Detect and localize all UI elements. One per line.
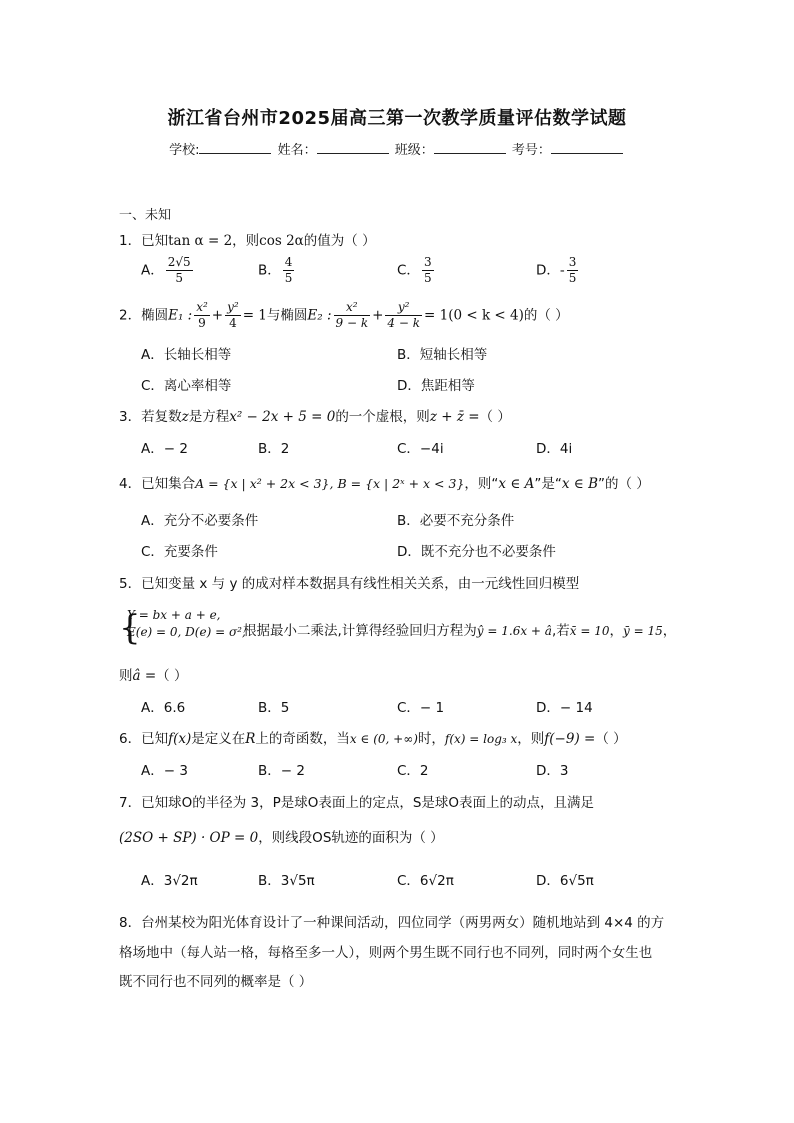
question-text: ，: [662, 623, 677, 639]
question-4-option-b[interactable]: B．必要不充分条件: [397, 513, 515, 529]
math-expression: E₂ :: [307, 307, 332, 324]
question-1-option-a[interactable]: [141, 255, 195, 286]
question-text: 的值为（ ）: [303, 233, 376, 249]
question-8-stem: [119, 911, 664, 931]
question-text: 已知集合: [141, 476, 196, 492]
question-number: 2．: [119, 307, 142, 324]
question-5-option-c[interactable]: C．− 1: [397, 700, 445, 716]
question-text: ，则“: [464, 476, 499, 492]
fraction-denominator: 5: [284, 271, 293, 285]
question-number: 3．: [119, 409, 142, 425]
question-text: 的一个虚根，则: [335, 409, 430, 425]
question-5-line-2: [243, 619, 676, 639]
math-expression: = 1: [242, 307, 267, 324]
question-text: ，则线段OS轨迹的面积为（ ）: [258, 830, 444, 846]
class-label: 班级：: [394, 143, 434, 158]
option-label: D．: [536, 262, 560, 279]
math-expression: cos 2α: [259, 233, 304, 249]
fraction-denominator: 5: [568, 271, 577, 285]
question-3-option-c[interactable]: C．−4i: [397, 441, 444, 457]
question-text: ”的（ ）: [598, 476, 650, 492]
question-8-line-2: 格场地中（每人站一格，每格至多一人），则两个男生既不同行也不同列，同时两个女生也: [119, 945, 653, 961]
question-8-line-3: 既不同行也不同列的概率是（ ）: [119, 974, 313, 990]
question-text: 已知变量 x 与 y 的成对样本数据具有线性相关关系，由一元线性回归模型: [141, 576, 580, 592]
question-text: 则: [119, 668, 133, 684]
question-2-stem: [119, 300, 569, 331]
section-heading: 一、未知: [119, 208, 172, 223]
question-text: （ ）: [156, 668, 188, 684]
question-text: 已知: [141, 731, 169, 747]
question-6-option-c[interactable]: C．2: [397, 763, 429, 779]
fraction-denominator: 5: [423, 271, 432, 285]
fraction-numerator: x²: [196, 300, 208, 314]
question-text: 是定义在: [191, 731, 246, 747]
question-7-option-a[interactable]: A．3√2π: [141, 873, 198, 889]
question-1-stem: [119, 229, 376, 249]
question-7-option-b[interactable]: B．3√5π: [258, 873, 315, 889]
question-4-stem: [119, 472, 650, 492]
math-expression: tan α = 2: [168, 233, 233, 249]
exam-title: 浙江省台州市2025届高三第一次教学质量评估数学试题: [167, 108, 627, 129]
question-6-option-a[interactable]: A．− 3: [141, 763, 188, 779]
math-expression: R: [245, 731, 256, 747]
exam-no-label: 考号：: [511, 143, 551, 158]
question-3-stem: [119, 405, 511, 425]
question-text: 是方程: [188, 409, 230, 425]
math-expression: f(x) = log₃ x: [444, 732, 518, 746]
question-3-option-b[interactable]: B．2: [258, 441, 290, 457]
math-expression: ȳ = 15: [622, 624, 663, 638]
math-expression: E₁ :: [168, 307, 193, 324]
fraction: [567, 255, 579, 286]
question-6-stem: [119, 727, 627, 747]
math-expression: â =: [132, 668, 157, 684]
math-expression: A = {x | x² + 2x < 3}, B = {x | 2ˣ + x < 3}: [195, 476, 465, 491]
question-7-stem: [119, 791, 594, 811]
fraction-numerator: 3: [423, 255, 432, 269]
brace-symbol: {: [119, 608, 141, 648]
name-blank[interactable]: [317, 141, 389, 154]
math-expression: x ∈ A: [498, 476, 535, 492]
question-7-option-c[interactable]: C．6√2π: [397, 873, 454, 889]
fraction-denominator: 9 − k: [335, 316, 369, 330]
question-number: 1．: [119, 233, 142, 249]
question-text: 的（ ）: [523, 307, 569, 324]
question-text: 上的奇函数，当: [255, 731, 350, 747]
question-text: ,若: [551, 623, 570, 639]
question-text: ”是“: [534, 476, 562, 492]
math-expression: f(x): [168, 731, 192, 747]
question-3-option-a[interactable]: A．− 2: [141, 441, 188, 457]
fraction: [166, 255, 193, 286]
option-label: A．: [141, 262, 164, 279]
question-number: 7．: [119, 795, 142, 811]
question-7-line-2: [119, 826, 444, 846]
exam-no-blank[interactable]: [551, 141, 623, 154]
fraction-numerator: y²: [227, 300, 239, 314]
question-text: ，则: [232, 233, 260, 249]
math-expression: Y = bx + a + e,: [127, 608, 221, 622]
fraction-denominator: 5: [175, 271, 184, 285]
question-2-option-d[interactable]: D．焦距相等: [397, 378, 475, 394]
question-text: 若复数: [141, 409, 182, 425]
fraction-numerator: 2√5: [167, 255, 191, 269]
question-text: 椭圆: [141, 307, 169, 324]
question-number: 4．: [119, 476, 142, 492]
question-text: 已知球O的半径为 3，P是球O表面上的定点，S是球O表面上的动点，且满足: [141, 795, 595, 811]
question-number: 5．: [119, 576, 142, 592]
question-5-line-3: [119, 664, 187, 684]
math-expression: f(−9) =: [544, 731, 596, 747]
question-2-option-b[interactable]: B．短轴长相等: [397, 347, 488, 363]
fraction-numerator: 3: [568, 255, 577, 269]
school-label: 学校:: [169, 143, 200, 158]
math-expression: x ∈ B: [561, 476, 598, 492]
fraction-denominator: 4 − k: [387, 316, 420, 330]
question-text: 时，: [417, 731, 445, 747]
question-4-option-d[interactable]: D．既不充分也不必要条件: [397, 544, 556, 560]
question-5-option-b[interactable]: B．5: [258, 700, 290, 716]
question-4-option-a[interactable]: A．充分不必要条件: [141, 513, 259, 529]
fraction-denominator: 9: [198, 316, 206, 330]
question-4-option-c[interactable]: C．充要条件: [141, 544, 218, 560]
question-2-option-a[interactable]: A．长轴长相等: [141, 347, 232, 363]
fraction-numerator: 4: [284, 255, 293, 269]
minus-sign: -: [559, 262, 565, 279]
question-1-option-c[interactable]: [397, 255, 436, 286]
student-info-line: [0, 139, 794, 158]
vector-expression: (2SO + SP) · OP = 0: [119, 830, 259, 846]
question-text: 台州某校为阳光体育设计了一种课间活动，四位同学（两男两女）随机地站到 4×4 的方: [141, 915, 665, 931]
question-text: ，: [609, 623, 623, 639]
question-6-option-d[interactable]: D．3: [536, 763, 569, 779]
question-text: ，则: [517, 731, 545, 747]
question-number: 8．: [119, 915, 142, 931]
name-label: 姓名：: [277, 143, 317, 158]
math-expression: z + z̄ =: [429, 409, 480, 425]
fraction-numerator: x²: [334, 300, 371, 316]
fraction: [225, 300, 241, 331]
fraction-numerator: y²: [385, 300, 422, 316]
question-text: （ ）: [479, 409, 511, 425]
math-expression: x² − 2x + 5 = 0: [229, 409, 336, 425]
fraction: [283, 255, 295, 286]
plus-sign: +: [211, 307, 224, 324]
math-expression: z: [181, 409, 189, 425]
question-6-option-b[interactable]: B．− 2: [258, 763, 305, 779]
question-text: 已知: [141, 233, 169, 249]
fraction: [194, 300, 210, 331]
question-7-option-d[interactable]: D．6√5π: [536, 873, 594, 889]
option-label: B．: [258, 262, 281, 279]
fraction: [334, 300, 371, 331]
fraction: [422, 255, 434, 286]
fraction-denominator: 4: [229, 316, 237, 330]
school-blank[interactable]: [199, 141, 271, 154]
question-2-option-c[interactable]: C．离心率相等: [141, 378, 232, 394]
math-expression: E(e) = 0, D(e) = σ²,: [127, 625, 246, 639]
fraction: [385, 300, 422, 331]
plus-sign: +: [372, 307, 384, 324]
math-expression: x ∈ (0, +∞): [349, 732, 418, 746]
question-5-stem: [119, 572, 579, 592]
question-text: 根据最小二乘法,计算得经验回归方程为: [243, 623, 477, 639]
question-1-option-d[interactable]: [536, 255, 580, 286]
question-number: 6．: [119, 731, 142, 747]
class-blank[interactable]: [434, 141, 506, 154]
option-label: C．: [397, 262, 420, 279]
question-5-option-d[interactable]: D．− 14: [536, 700, 593, 716]
question-text: （ ）: [595, 731, 627, 747]
question-5-option-a[interactable]: A．6.6: [141, 700, 186, 716]
math-expression: = 1(0 < k < 4): [424, 307, 524, 324]
question-text: 与椭圆: [266, 307, 308, 324]
math-expression: ŷ = 1.6x + â: [476, 624, 552, 638]
question-3-option-d[interactable]: D．4i: [536, 441, 573, 457]
question-1-option-b[interactable]: [258, 255, 296, 286]
math-expression: x̄ = 10: [569, 624, 610, 638]
